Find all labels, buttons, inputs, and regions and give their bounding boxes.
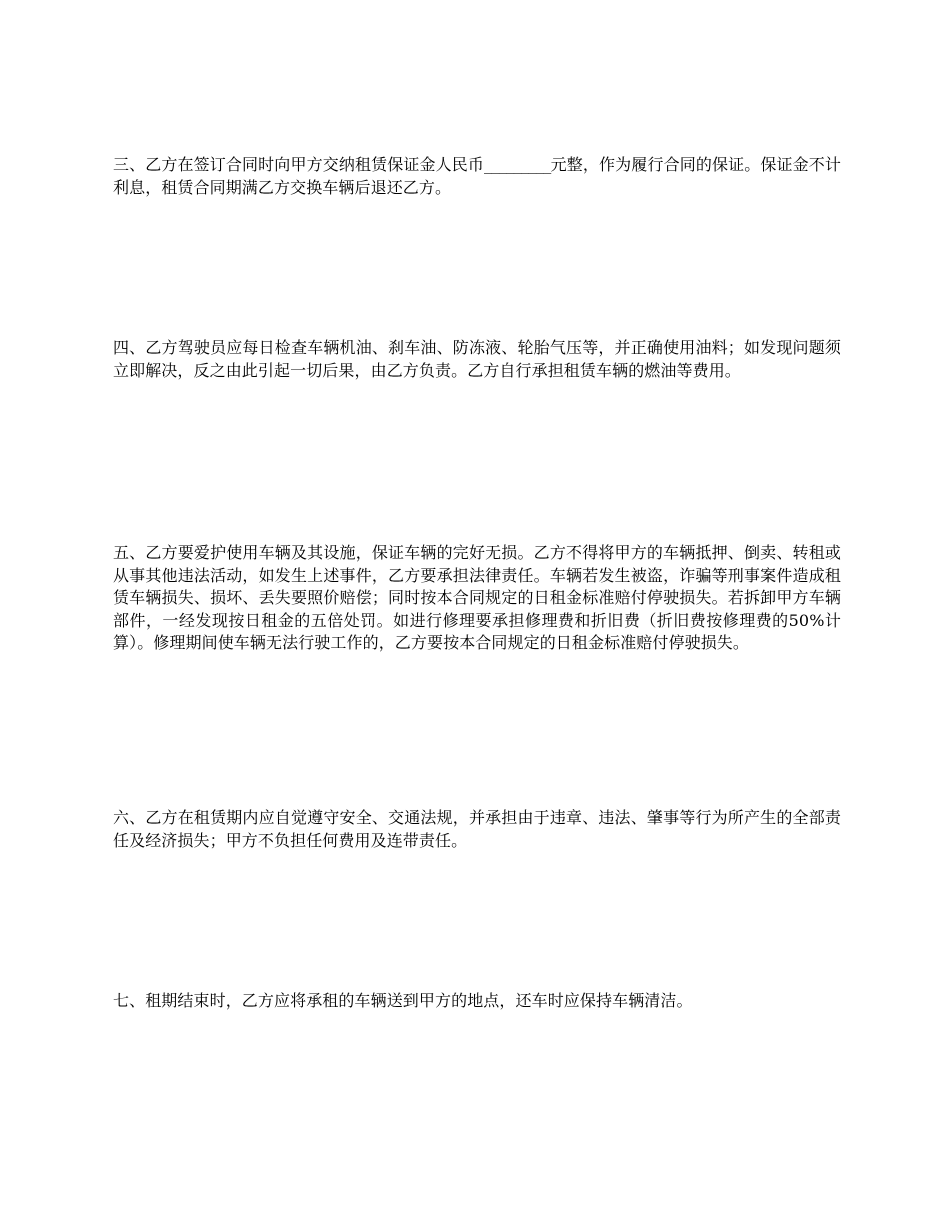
deposit-amount-blank (484, 155, 551, 174)
clause-3-text-after: 元整，作为履行合同的保证。保证金不计利息，租赁合同期满乙方交换车辆后退还乙方。 (113, 155, 841, 197)
clause-6: 六、乙方在租赁期内应自觉遵守安全、交通法规，并承担由于违章、违法、肇事等行为所产生的全部责任及经济损失；甲方不负担任何费用及连带责任。 (113, 808, 841, 850)
clause-4: 四、乙方驾驶员应每日检查车辆机油、刹车油、防冻液、轮胎气压等，并正确使用油料；如发现问题须立即解决，反之由此引起一切后果，由乙方负责。乙方自行承担租赁车辆的燃油等费用。 (113, 338, 841, 380)
clause-7: 七、租期结束时，乙方应将承租的车辆送到甲方的地点，还车时应保持车辆清洁。 (113, 991, 693, 1010)
deposit-amount-blank-text: _________ (484, 155, 551, 174)
clause-3-text-before: 三、乙方在签订合同时向甲方交纳租赁保证金人民币 (113, 155, 485, 174)
clause-5: 五、乙方要爱护使用车辆及其设施，保证车辆的完好无损。乙方不得将甲方的车辆抵押、倒卖、转租或从事其他违法活动，如发生上述事件，乙方要承担法律责任。车辆若发生被盗，诈骗等刑事案件造成租赁车辆损失、损坏、丢失要照价赔偿；同时按本合同规定的日租金标准赔付停驶损失。若拆卸甲方车辆部件，一经发现按日租金的五倍处罚。如进行修理要承担修理费和折旧费（折旧费按修理费的50%计算）。修理期间使车辆无法行驶工作的，乙方要按本合同规定的日租金标准赔付停驶损失。 (113, 543, 841, 653)
clause-3 (113, 154, 841, 199)
